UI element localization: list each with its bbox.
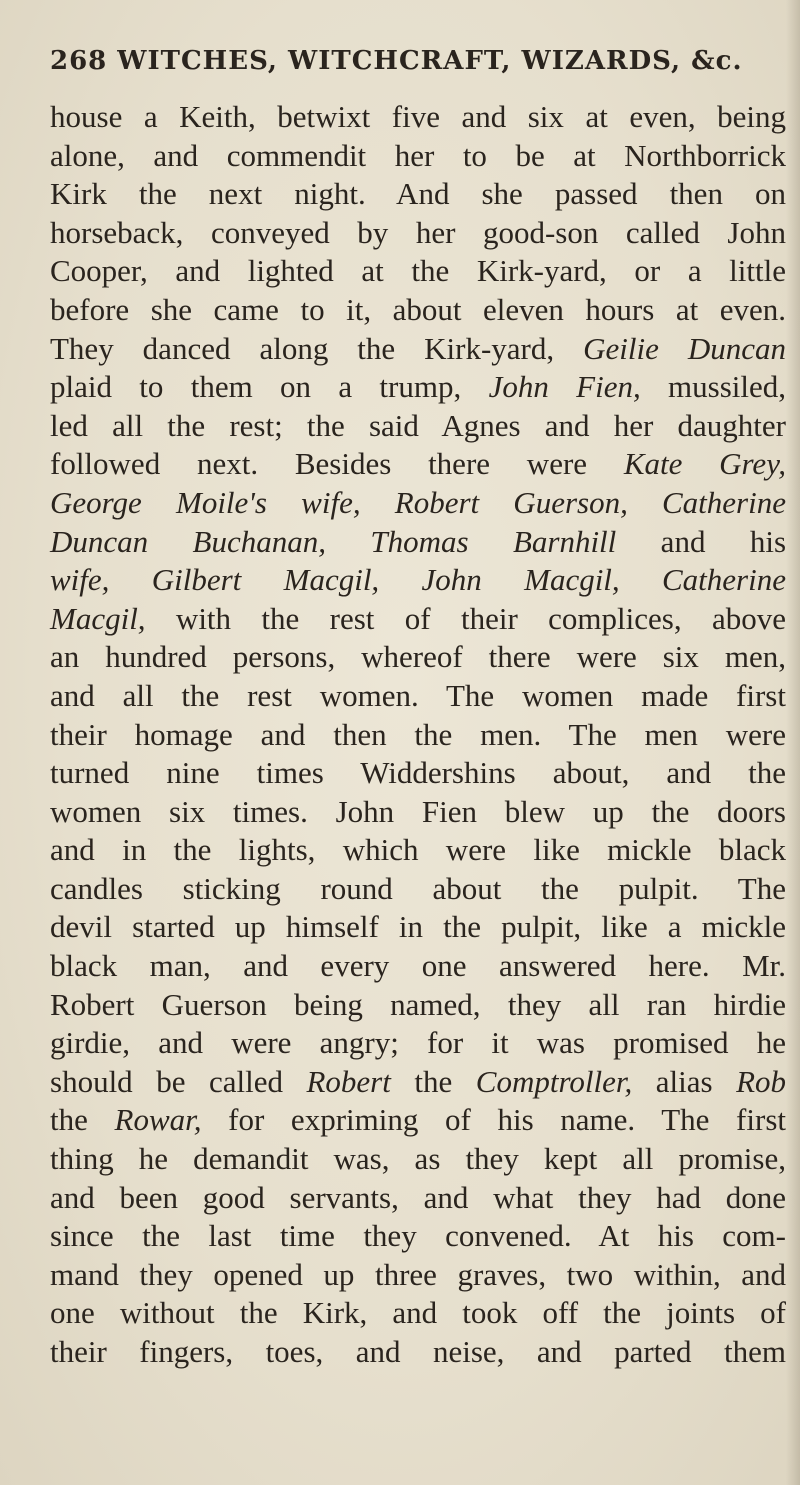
text-run: Robert Guerson being named, they all ran hirdie [50, 986, 786, 1022]
text-line [50, 1024, 786, 1063]
text-run: black man, and every one answered here. Mr. [50, 948, 786, 984]
text-run: mussiled, [640, 369, 786, 405]
text-run: and been good servants, and what they had done [50, 1179, 786, 1215]
text-run: an hundred persons, whereof there were six men, [50, 639, 786, 675]
italic-name-run: John Fien, [488, 369, 641, 405]
text-run: Kirk the next night. And she passed then on [50, 176, 786, 212]
text-line [50, 1101, 786, 1140]
text-line [50, 638, 786, 677]
text-line [50, 1294, 786, 1333]
text-line [50, 600, 786, 639]
text-line [50, 368, 786, 407]
text-run: and all the rest women. The women made first [50, 677, 786, 713]
running-title: WITCHES, WITCHCRAFT, WIZARDS, &c. [117, 46, 743, 76]
text-line [50, 484, 786, 523]
text-line [50, 1256, 786, 1295]
text-line [50, 523, 786, 562]
text-run: Cooper, and lighted at the Kirk-yard, or a little [50, 253, 786, 289]
italic-name-run: Rob [736, 1063, 786, 1099]
italic-name-run: Geilie Duncan [583, 330, 786, 366]
text-line [50, 947, 786, 986]
text-run: with the rest of their complices, above [145, 600, 786, 636]
text-run: the [390, 1063, 476, 1099]
italic-name-run: Comptroller, [475, 1063, 633, 1099]
text-run: devil started up himself in the pulpit, like a mickle [50, 909, 786, 945]
text-line [50, 1333, 786, 1372]
text-line [50, 870, 786, 909]
text-run: women six times. John Fien blew up the doors [50, 793, 786, 829]
text-run: the [50, 1102, 115, 1138]
text-line [50, 677, 786, 716]
text-line [50, 291, 786, 330]
text-line [50, 214, 786, 253]
text-line [50, 445, 786, 484]
text-line [50, 754, 786, 793]
text-run: and in the lights, which were like mickle black [50, 832, 786, 868]
italic-name-run: Duncan Buchanan, Thomas Barnhill [50, 523, 617, 559]
text-line [50, 407, 786, 446]
italic-name-run: Robert [306, 1063, 391, 1099]
italic-name-run: Rowar, [114, 1102, 202, 1138]
text-run: alias [632, 1063, 737, 1099]
text-run: candles sticking round about the pulpit. The [50, 870, 786, 906]
text-line [50, 986, 786, 1025]
text-line [50, 98, 786, 137]
text-line [50, 1217, 786, 1256]
text-run: their homage and then the men. The men were [50, 716, 786, 752]
text-run: turned nine times Widdershins about, and the [50, 755, 786, 791]
text-line [50, 908, 786, 947]
text-run: followed next. Besides there were [50, 446, 624, 482]
text-run: plaid to them on a trump, [50, 369, 489, 405]
text-run: They danced along the Kirk-yard, [50, 330, 584, 366]
text-line [50, 252, 786, 291]
italic-name-run: George Moile's wife, Robert Guerson, Catherine [50, 484, 786, 520]
text-run: and his [616, 523, 787, 559]
text-run: should be called [50, 1063, 307, 1099]
text-run: mand they opened up three graves, two within, and [50, 1256, 786, 1292]
text-run: led all the rest; the said Agnes and her daughter [50, 407, 786, 443]
running-header [50, 46, 770, 86]
body-text [50, 98, 786, 1372]
italic-name-run: Macgil, [50, 600, 146, 636]
text-run: house a Keith, betwixt five and six at even, being [50, 99, 786, 134]
text-line [50, 1140, 786, 1179]
italic-name-run: wife, Gilbert Macgil, John Macgil, Catherine [50, 562, 786, 598]
text-run: one without the Kirk, and took off the joints of [50, 1295, 786, 1331]
text-line [50, 137, 786, 176]
text-line [50, 330, 786, 369]
text-run: their fingers, toes, and neise, and parted them [50, 1334, 786, 1369]
page-number: 268 [50, 46, 108, 76]
text-run: alone, and commendit her to be at Northborrick [50, 137, 786, 173]
text-run: since the last time they convened. At his com- [50, 1218, 786, 1254]
text-run: before she came to it, about eleven hours at even. [50, 291, 786, 327]
text-line [50, 831, 786, 870]
text-line [50, 561, 786, 600]
italic-name-run: Kate Grey, [623, 446, 786, 482]
text-line [50, 1179, 786, 1218]
text-run: for expriming of his name. The first [201, 1102, 786, 1138]
text-run: thing he demandit was, as they kept all promise, [50, 1141, 786, 1177]
text-line [50, 1063, 786, 1102]
text-line [50, 175, 786, 214]
text-line [50, 716, 786, 755]
text-line [50, 793, 786, 832]
text-run: horseback, conveyed by her good-son called John [50, 214, 786, 250]
page-edge-shadow [786, 0, 800, 1485]
text-run: girdie, and were angry; for it was promised he [50, 1025, 786, 1061]
